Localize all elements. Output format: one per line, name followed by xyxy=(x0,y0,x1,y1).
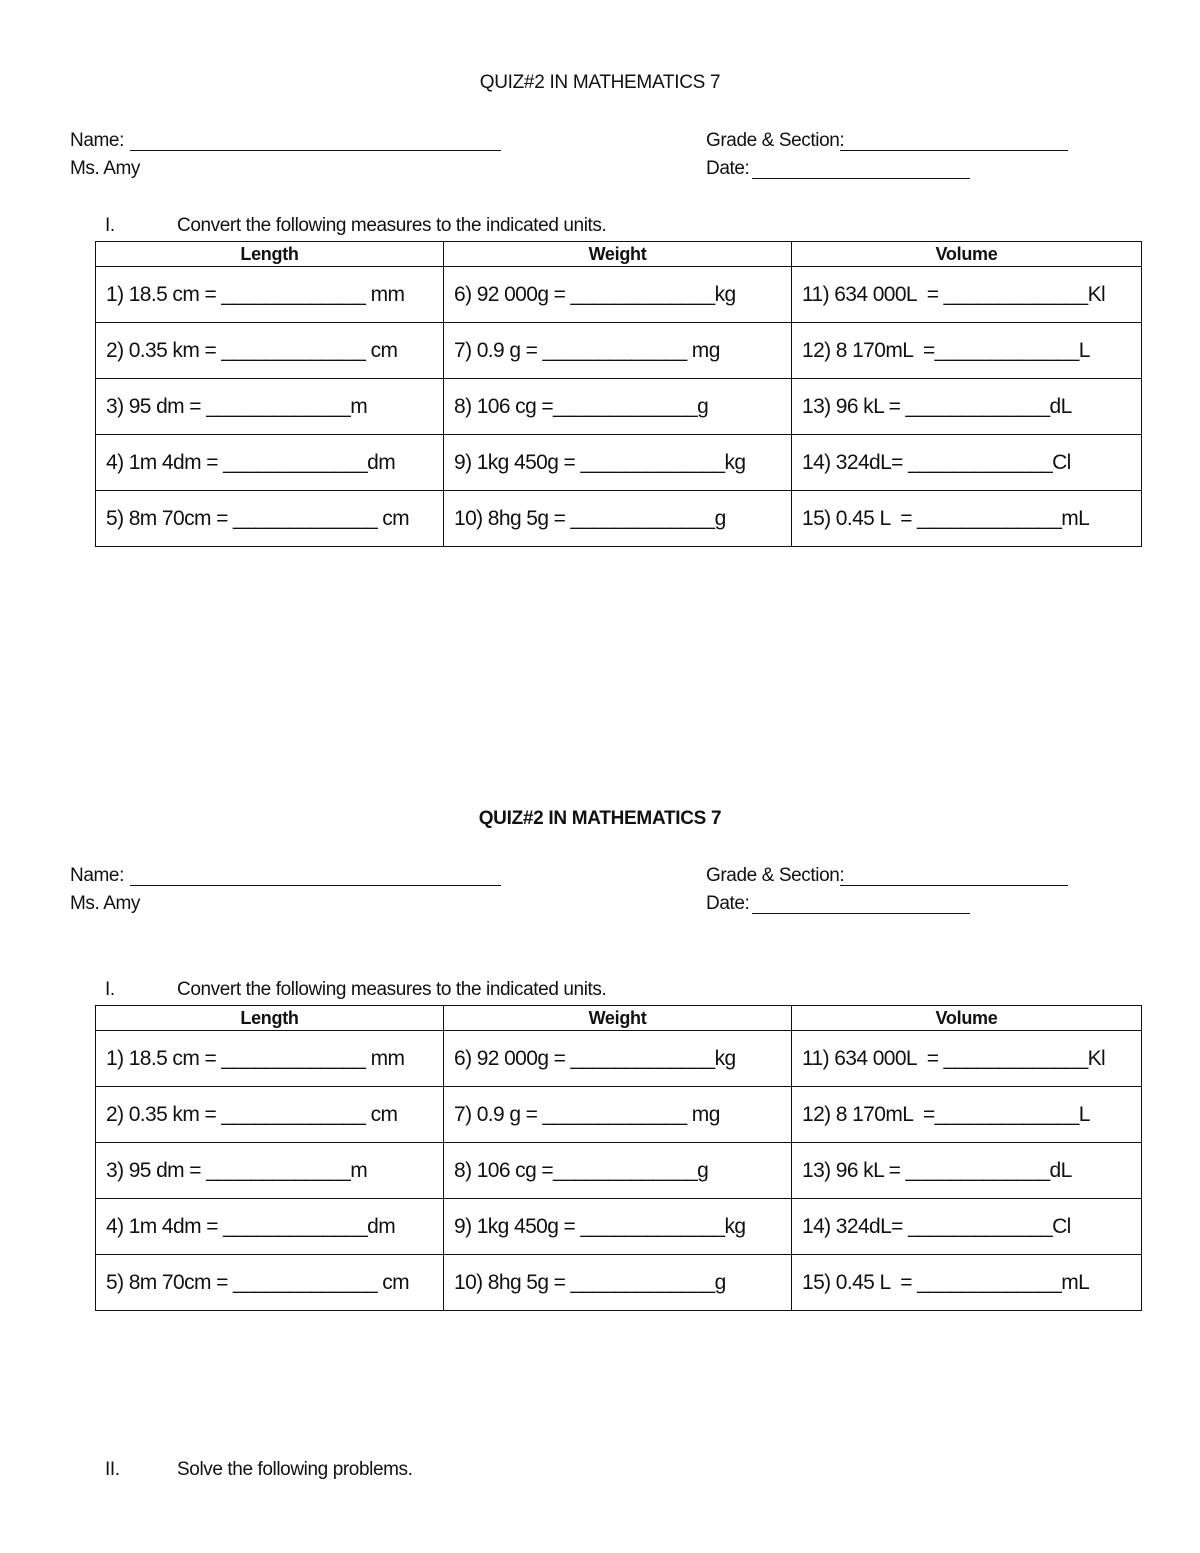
quiz1-teacher: Ms. Amy xyxy=(70,158,141,179)
table-row xyxy=(96,1087,1142,1143)
quiz1-grade-line[interactable] xyxy=(840,150,1068,151)
item-11[interactable]: 11) 634 000L = _____________Kl xyxy=(792,1031,1142,1087)
item-3[interactable]: 3) 95 dm = _____________m xyxy=(96,379,444,435)
item-4[interactable]: 4) 1m 4dm = _____________dm xyxy=(96,435,444,491)
item-11[interactable]: 11) 634 000L = _____________Kl xyxy=(792,267,1142,323)
quiz2-name-label: Name: xyxy=(70,865,124,886)
item-1[interactable]: 1) 18.5 cm = _____________ mm xyxy=(96,267,444,323)
item-4[interactable]: 4) 1m 4dm = _____________dm xyxy=(96,1199,444,1255)
item-7[interactable]: 7) 0.9 g = _____________ mg xyxy=(444,1087,792,1143)
quiz2-teacher: Ms. Amy xyxy=(70,893,141,914)
quiz2-title: QUIZ#2 IN MATHEMATICS 7 xyxy=(478,808,722,829)
item-10[interactable]: 10) 8hg 5g = _____________g xyxy=(444,1255,792,1311)
quiz2-part2-number: II. xyxy=(105,1459,120,1480)
item-5[interactable]: 5) 8m 70cm = _____________ cm xyxy=(96,1255,444,1311)
header-volume: Volume xyxy=(792,242,1142,267)
item-6[interactable]: 6) 92 000g = _____________kg xyxy=(444,267,792,323)
item-13[interactable]: 13) 96 kL = _____________dL xyxy=(792,379,1142,435)
table-row xyxy=(96,323,1142,379)
header-volume: Volume xyxy=(792,1006,1142,1031)
table-row xyxy=(96,435,1142,491)
item-12[interactable]: 12) 8 170mL =_____________L xyxy=(792,1087,1142,1143)
table-row xyxy=(96,1143,1142,1199)
quiz2-part2-instruction: Solve the following problems. xyxy=(177,1459,413,1480)
item-1[interactable]: 1) 18.5 cm = _____________ mm xyxy=(96,1031,444,1087)
quiz2-grade-line[interactable] xyxy=(840,885,1068,886)
quiz1-conversion-table xyxy=(95,241,1142,547)
item-12[interactable]: 12) 8 170mL =_____________L xyxy=(792,323,1142,379)
item-2[interactable]: 2) 0.35 km = _____________ cm xyxy=(96,1087,444,1143)
item-13[interactable]: 13) 96 kL = _____________dL xyxy=(792,1143,1142,1199)
quiz1-instruction: Convert the following measures to the indicated units. xyxy=(177,215,607,236)
item-2[interactable]: 2) 0.35 km = _____________ cm xyxy=(96,323,444,379)
item-5[interactable]: 5) 8m 70cm = _____________ cm xyxy=(96,491,444,547)
quiz2-conversion-table xyxy=(95,1005,1142,1311)
item-15[interactable]: 15) 0.45 L = _____________mL xyxy=(792,491,1142,547)
quiz2-instruction: Convert the following measures to the indicated units. xyxy=(177,979,607,1000)
item-3[interactable]: 3) 95 dm = _____________m xyxy=(96,1143,444,1199)
item-8[interactable]: 8) 106 cg =_____________g xyxy=(444,379,792,435)
table-row xyxy=(96,491,1142,547)
quiz1-grade-label: Grade & Section: xyxy=(706,130,845,151)
quiz2-date-line[interactable] xyxy=(752,913,970,914)
table-row xyxy=(96,1031,1142,1087)
header-weight: Weight xyxy=(444,242,792,267)
table-row xyxy=(96,1199,1142,1255)
quiz2-name-line[interactable] xyxy=(130,885,501,886)
item-14[interactable]: 14) 324dL= _____________Cl xyxy=(792,435,1142,491)
quiz2-date-label: Date: xyxy=(706,893,750,914)
quiz1-title: QUIZ#2 IN MATHEMATICS 7 xyxy=(479,72,721,93)
item-6[interactable]: 6) 92 000g = _____________kg xyxy=(444,1031,792,1087)
item-14[interactable]: 14) 324dL= _____________Cl xyxy=(792,1199,1142,1255)
table-row xyxy=(96,1255,1142,1311)
quiz1-date-label: Date: xyxy=(706,158,750,179)
quiz1-date-line[interactable] xyxy=(752,178,970,179)
quiz1-section-number: I. xyxy=(105,215,115,236)
header-length: Length xyxy=(96,1006,444,1031)
item-10[interactable]: 10) 8hg 5g = _____________g xyxy=(444,491,792,547)
header-length: Length xyxy=(96,242,444,267)
header-weight: Weight xyxy=(444,1006,792,1031)
table-header-row xyxy=(96,1006,1142,1031)
item-9[interactable]: 9) 1kg 450g = _____________kg xyxy=(444,435,792,491)
quiz1-name-line[interactable] xyxy=(130,150,501,151)
quiz2-grade-label: Grade & Section: xyxy=(706,865,845,886)
quiz1-name-label: Name: xyxy=(70,130,124,151)
item-15[interactable]: 15) 0.45 L = _____________mL xyxy=(792,1255,1142,1311)
table-row xyxy=(96,379,1142,435)
table-header-row xyxy=(96,242,1142,267)
item-8[interactable]: 8) 106 cg =_____________g xyxy=(444,1143,792,1199)
item-7[interactable]: 7) 0.9 g = _____________ mg xyxy=(444,323,792,379)
table-row xyxy=(96,267,1142,323)
item-9[interactable]: 9) 1kg 450g = _____________kg xyxy=(444,1199,792,1255)
quiz2-section-number: I. xyxy=(105,979,115,1000)
